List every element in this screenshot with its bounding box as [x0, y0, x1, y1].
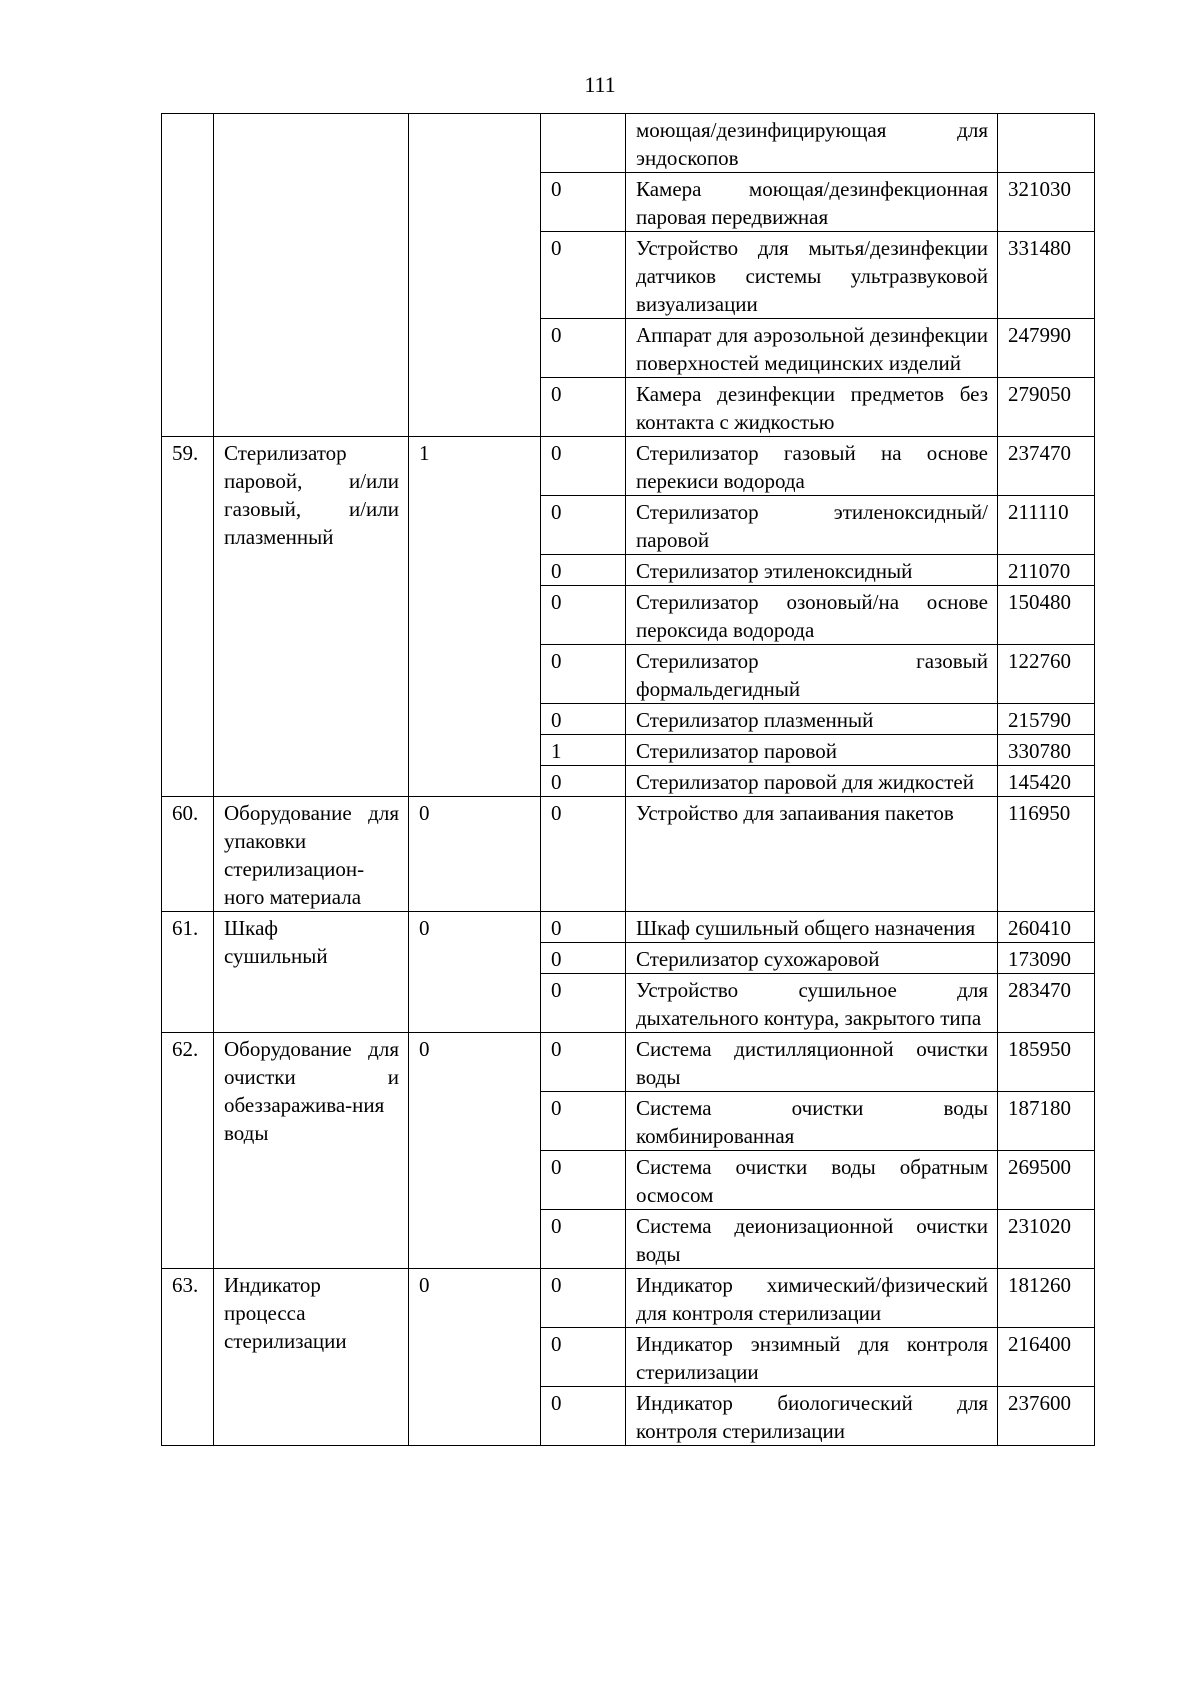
group-number-cell: 63. — [162, 1269, 214, 1446]
table-row — [162, 114, 1095, 173]
group-name-cell: Индикатор процесса стерилизации — [214, 1269, 409, 1446]
item-description-cell: Индикатор энзимный для контроля стерилизации — [626, 1328, 998, 1387]
item-code-cell: 181260 — [998, 1269, 1095, 1328]
item-code-cell: 185950 — [998, 1033, 1095, 1092]
item-description-cell: Стерилизатор этиленоксидный — [626, 555, 998, 586]
item-code-cell: 145420 — [998, 766, 1095, 797]
item-flag-cell — [541, 114, 626, 173]
item-description-cell: Камера дезинфекции предметов без контакта с жидкостью — [626, 378, 998, 437]
item-description-cell: Шкаф сушильный общего назначения — [626, 912, 998, 943]
group-name-cell: Оборудование для очистки и обеззаражива-ния воды — [214, 1033, 409, 1269]
item-flag-cell: 1 — [541, 735, 626, 766]
item-description-cell: Стерилизатор газовый на основе перекиси водорода — [626, 437, 998, 496]
group-name-cell: Шкаф сушильный — [214, 912, 409, 1033]
group-name-cell: Оборудование для упаковки стерилизацион-ного материала — [214, 797, 409, 912]
item-code-cell: 269500 — [998, 1151, 1095, 1210]
item-description-cell: Система дистилляционной очистки воды — [626, 1033, 998, 1092]
item-code-cell: 215790 — [998, 704, 1095, 735]
group-number-cell: 59. — [162, 437, 214, 797]
item-flag-cell: 0 — [541, 1328, 626, 1387]
item-description-cell: Стерилизатор плазменный — [626, 704, 998, 735]
item-code-cell: 330780 — [998, 735, 1095, 766]
item-code-cell: 237470 — [998, 437, 1095, 496]
group-number-cell: 60. — [162, 797, 214, 912]
item-code-cell: 211070 — [998, 555, 1095, 586]
item-code-cell: 211110 — [998, 496, 1095, 555]
group-number-cell: 61. — [162, 912, 214, 1033]
item-description-cell: Устройство для запаивания пакетов — [626, 797, 998, 912]
item-flag-cell: 0 — [541, 378, 626, 437]
table-row — [162, 912, 1095, 943]
item-description-cell: Устройство для мытья/дезинфекции датчиков системы ультразвуковой визуализации — [626, 232, 998, 319]
item-description-cell: Стерилизатор озоновый/на основе пероксида водорода — [626, 586, 998, 645]
item-flag-cell: 0 — [541, 766, 626, 797]
item-code-cell: 216400 — [998, 1328, 1095, 1387]
page-number: 111 — [584, 72, 616, 97]
item-code-cell: 187180 — [998, 1092, 1095, 1151]
group-qty-cell — [409, 114, 541, 437]
item-flag-cell: 0 — [541, 586, 626, 645]
table-row — [162, 797, 1095, 912]
item-flag-cell: 0 — [541, 232, 626, 319]
item-code-cell: 321030 — [998, 173, 1095, 232]
group-qty-cell: 0 — [409, 1269, 541, 1446]
item-flag-cell: 0 — [541, 1210, 626, 1269]
item-description-cell: Индикатор биологический для контроля стерилизации — [626, 1387, 998, 1446]
item-description-cell: Система очистки воды комбинированная — [626, 1092, 998, 1151]
item-code-cell: 283470 — [998, 974, 1095, 1033]
item-description-cell: Стерилизатор сухожаровой — [626, 943, 998, 974]
item-flag-cell: 0 — [541, 1033, 626, 1092]
item-description-cell: Аппарат для аэрозольной дезинфекции поверхностей медицинских изделий — [626, 319, 998, 378]
item-code-cell: 116950 — [998, 797, 1095, 912]
item-description-cell: Устройство сушильное для дыхательного контура, закрытого типа — [626, 974, 998, 1033]
item-description-cell: Индикатор химический/физический для контроля стерилизации — [626, 1269, 998, 1328]
item-description-cell: моющая/дезинфицирующая для эндоскопов — [626, 114, 998, 173]
group-number-cell: 62. — [162, 1033, 214, 1269]
item-flag-cell: 0 — [541, 1092, 626, 1151]
group-name-cell — [214, 114, 409, 437]
item-flag-cell: 0 — [541, 1151, 626, 1210]
item-flag-cell: 0 — [541, 1269, 626, 1328]
table-row — [162, 1033, 1095, 1092]
item-flag-cell: 0 — [541, 1387, 626, 1446]
item-code-cell: 173090 — [998, 943, 1095, 974]
item-code-cell — [998, 114, 1095, 173]
group-name-cell: Стерилизатор паровой, и/или газовый, и/или плазменный — [214, 437, 409, 797]
item-description-cell: Стерилизатор паровой для жидкостей — [626, 766, 998, 797]
item-flag-cell: 0 — [541, 645, 626, 704]
item-code-cell: 150480 — [998, 586, 1095, 645]
item-flag-cell: 0 — [541, 437, 626, 496]
item-description-cell: Стерилизатор этиленоксидный/паровой — [626, 496, 998, 555]
group-qty-cell: 0 — [409, 1033, 541, 1269]
group-number-cell — [162, 114, 214, 437]
item-code-cell: 279050 — [998, 378, 1095, 437]
item-code-cell: 231020 — [998, 1210, 1095, 1269]
item-flag-cell: 0 — [541, 319, 626, 378]
item-flag-cell: 0 — [541, 555, 626, 586]
item-description-cell: Система очистки воды обратным осмосом — [626, 1151, 998, 1210]
item-code-cell: 237600 — [998, 1387, 1095, 1446]
equipment-table — [161, 113, 1095, 1446]
item-code-cell: 260410 — [998, 912, 1095, 943]
group-qty-cell: 1 — [409, 437, 541, 797]
item-description-cell: Стерилизатор газовый формальдегидный — [626, 645, 998, 704]
table-row — [162, 1269, 1095, 1328]
item-description-cell: Система деионизационной очистки воды — [626, 1210, 998, 1269]
group-qty-cell: 0 — [409, 912, 541, 1033]
item-flag-cell: 0 — [541, 943, 626, 974]
item-flag-cell: 0 — [541, 173, 626, 232]
item-code-cell: 331480 — [998, 232, 1095, 319]
group-qty-cell: 0 — [409, 797, 541, 912]
item-description-cell: Стерилизатор паровой — [626, 735, 998, 766]
item-description-cell: Камера моющая/дезинфекционная паровая передвижная — [626, 173, 998, 232]
item-flag-cell: 0 — [541, 797, 626, 912]
item-code-cell: 247990 — [998, 319, 1095, 378]
item-flag-cell: 0 — [541, 912, 626, 943]
item-flag-cell: 0 — [541, 496, 626, 555]
item-flag-cell: 0 — [541, 704, 626, 735]
table-row — [162, 437, 1095, 496]
item-flag-cell: 0 — [541, 974, 626, 1033]
item-code-cell: 122760 — [998, 645, 1095, 704]
